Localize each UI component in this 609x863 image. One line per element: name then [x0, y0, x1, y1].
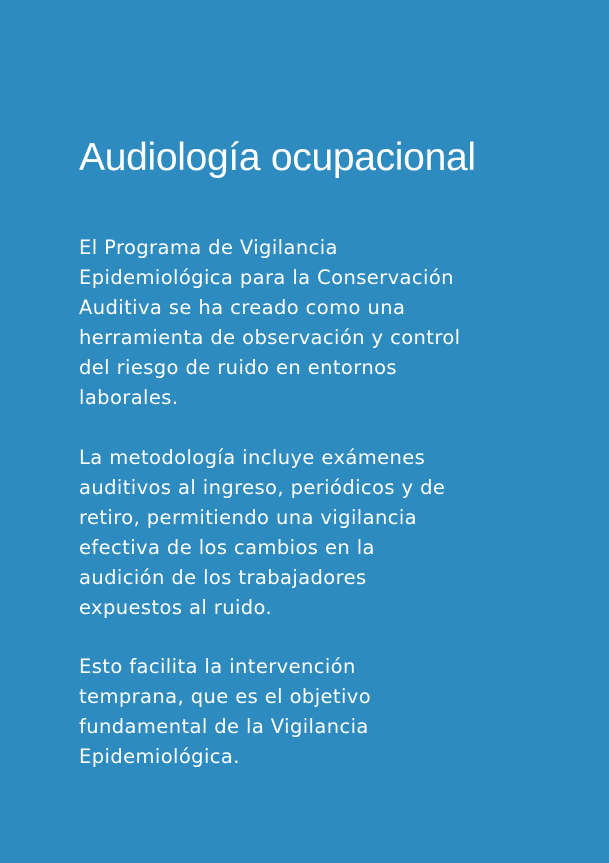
paragraph-line: herramienta de observación y control [79, 326, 461, 349]
paragraph-line: Esto facilita la intervención [79, 655, 356, 678]
paragraph-line: audición de los trabajadores [79, 566, 367, 589]
paragraph-line: laborales. [79, 386, 179, 409]
paragraph-line: expuestos al ruido. [79, 596, 273, 619]
paragraph-program-description [79, 233, 460, 413]
paragraph-line: Epidemiológica. [79, 745, 240, 768]
paragraph-line: temprana, que es el objetivo [79, 685, 372, 708]
paragraph-methodology [79, 443, 445, 623]
paragraph-line: fundamental de la Vigilancia [79, 715, 369, 738]
paragraph-line: Epidemiológica para la Conservación [79, 266, 454, 289]
paragraph-line: auditivos al ingreso, periódicos y de [79, 476, 446, 499]
paragraph-line: retiro, permitiendo una vigilancia [79, 506, 417, 529]
paragraph-line: La metodología incluye exámenes [79, 446, 426, 469]
page-title: Audiología ocupacional [79, 136, 476, 179]
paragraph-objective [79, 652, 371, 772]
paragraph-line: del riesgo de ruido en entornos [79, 356, 397, 379]
paragraph-line: Auditiva se ha creado como una [79, 296, 406, 319]
paragraph-line: efectiva de los cambios en la [79, 536, 375, 559]
paragraph-line: El Programa de Vigilancia [79, 236, 338, 259]
